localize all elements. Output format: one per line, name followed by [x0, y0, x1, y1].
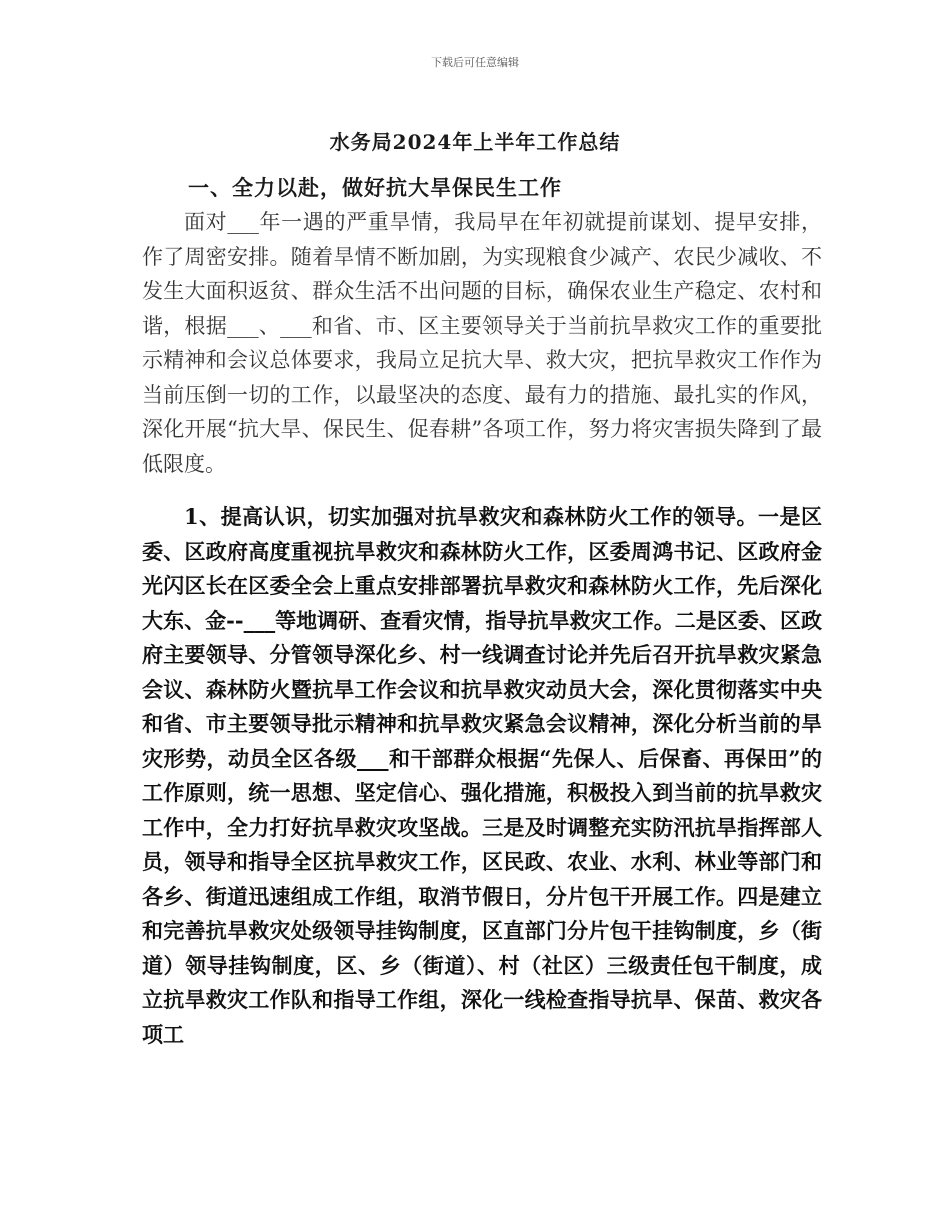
section-heading: 一、全力以赴，做好抗大旱保民生工作: [188, 175, 562, 200]
document-title: 水务局2024年上半年工作总结: [329, 130, 621, 154]
paragraph-intro: 面对___年一遇的严重旱情，我局早在年初就提前谋划、提早安排，作了周密安排。随着旱情不断加剧，为实现粮食少减产、农民少减收、不发生大面积返贫、群众生活不出问题的目标，确保农业生产稳定、农村和谐，根据___、___和省、市、区主要领导关于当前抗旱救灾工作的重要批示精神和会议总体要求，我局立足抗大旱、救大灾，把抗旱救灾工作作为当前压倒一切的工作，以最坚决的态度、最有力的措施、最扎实的作风，深化开展“抗大旱、保民生、促春耕”各项工作，努力将灾害损失降到了最低限度。: [142, 210, 822, 476]
paragraph-leadership: 1、提高认识，切实加强对抗旱救灾和森林防火工作的领导。一是区委、区政府高度重视抗旱救灾和森林防火工作，区委周鸿书记、区政府金光闪区长在区委全会上重点安排部署抗旱救灾和森林防火工作，先后深化大东、金--___等地调研、查看灾情，指导抗旱救灾工作。二是区委、区政府主要领导、分管领导深化乡、村一线调查讨论并先后召开抗旱救灾紧急会议、森林防火暨抗旱工作会议和抗旱救灾动员大会，深化贯彻落实中央和省、市主要领导批示精神和抗旱救灾紧急会议精神，深化分析当前的旱灾形势，动员全区各级___和干部群众根据“先保人、后保畜、再保田”的工作原则，统一思想、坚定信心、强化措施，积极投入到当前的抗旱救灾工作中，全力打好抗旱救灾攻坚战。三是及时调整充实防汛抗旱指挥部人员，领导和指导全区抗旱救灾工作，区民政、农业、水利、林业等部门和各乡、街道迅速组成工作组，取消节假日，分片包干开展工作。四是建立和完善抗旱救灾处级领导挂钩制度，区直部门分片包干挂钩制度，乡（街道）领导挂钩制度，区、乡（街道）、村（社区）三级责任包干制度，成立抗旱救灾工作队和指导工作组，深化一线检查指导抗旱、保苗、救灾各项工: [142, 504, 822, 1047]
header-note: 下载后可任意编辑: [431, 56, 519, 69]
